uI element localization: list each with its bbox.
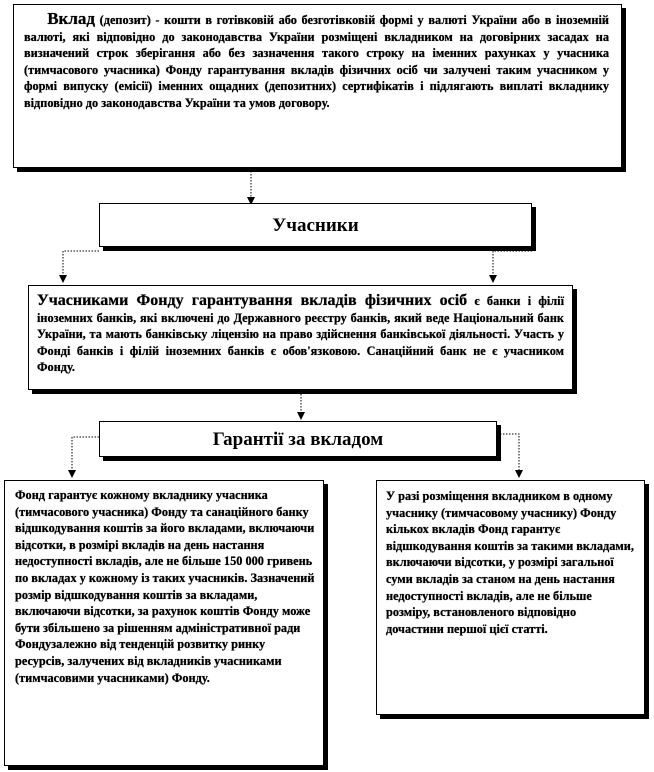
guarantee-right-text: У разі розміщення вкладником в одному учаснику (тимчасовому учаснику) Фонду кількох вкладів Фонд гарантує відшкодування коштів за такими вкладами, включаючи відсотки, у розмірі загальної суми вкладів за станом на день настання недоступності вкладів, але не більше розміру, встановленого відповідно дочастини першої цієї статті. xyxy=(386,489,634,636)
participants-heading: Учасники xyxy=(272,215,359,236)
participants-detail-body: є банки і філії іноземних банків, які включені до Державного реєстру банків, який веде Національний банк України, та мають банківську ліцензію на право здійснення банківської діяльності. Участь у Фонді банків і філій іноземних банків є обов'язковою. Санаційний банк не є учасником Фонду. xyxy=(37,294,565,374)
arrow-participants-right xyxy=(493,251,532,279)
definition-term: Вклад xyxy=(47,9,95,28)
participants-detail-lead: Учасниками Фонду гарантування вкладів фізичних осіб xyxy=(37,292,468,309)
arrow-guarantees-left xyxy=(72,437,99,474)
definition-box xyxy=(13,4,622,168)
guarantee-right-box xyxy=(376,480,645,715)
participants-detail-box xyxy=(28,285,573,390)
guarantee-left-text: Фонд гарантує кожному вкладнику учасника (тимчасового учасника) Фонду та санаційного банку відшкодування коштів за його вкладами, включаючи відсотки, в розмірі вкладів на день настання недоступності вкладів, але не більше 150 000 гривень по вкладах у кожному із таких учасників. Зазначений розмір відшкодування коштів за вкладами, включаючи відсотки, за рахунок коштів Фонду може бути збільшено за рішенням адміністративної ради Фондузалежно від тенденцій розвитку ринку ресурсів, залучених від вкладників учасниками (тимчасовими учасниками) Фонду. xyxy=(15,488,315,685)
definition-body: (депозит) - кошти в готівковій або безготівковій формі у валюті України або в іноземній валюті, які відповідно до законодавства України розміщені вкладником на договірних засадах на визначений строк зберігання або без зазначення такого строку на іменних рахунках у учасника (тимчасового учасника) Фонду гарантування вкладів фізичних осіб чи залучені таким учасником у формі випуску (емісії) іменних ощадних (депозитних) сертифікатів і підлягають виплаті вкладнику відповідно до законодавства України та умов договору. xyxy=(24,13,609,110)
guarantees-box xyxy=(99,421,497,457)
arrow-guarantees-right xyxy=(497,434,519,474)
guarantees-heading: Гарантії за вкладом xyxy=(212,429,384,450)
guarantee-left-box xyxy=(4,480,324,766)
definition-text xyxy=(24,11,609,111)
participants-box xyxy=(99,203,532,247)
participants-detail-text xyxy=(37,293,564,376)
arrow-participants-left xyxy=(63,251,99,279)
